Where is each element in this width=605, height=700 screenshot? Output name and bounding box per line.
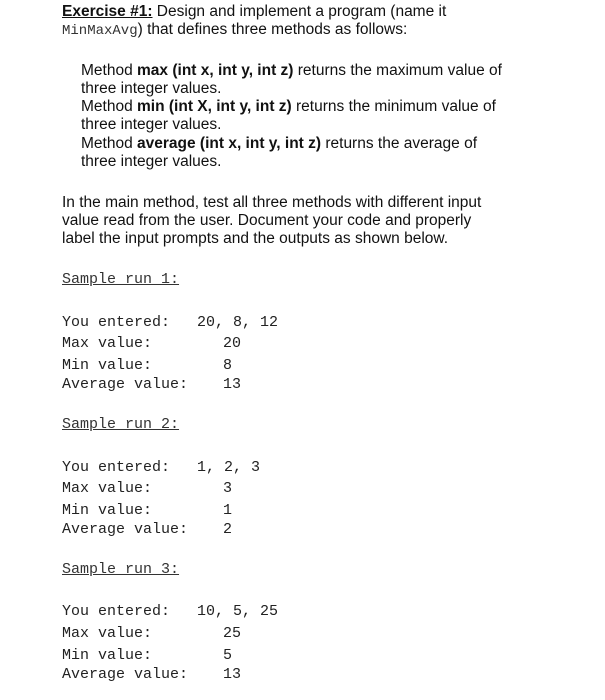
exercise-heading xyxy=(62,3,446,21)
method-min-signature: min (int X, int y, int z) xyxy=(137,98,292,115)
method-max-line-2: three integer values. xyxy=(81,80,222,97)
avg-value: 13 xyxy=(223,666,242,683)
method-prefix: Method xyxy=(81,98,138,115)
method-prefix: Method xyxy=(81,62,138,79)
entered-value: 20, 8, 12 xyxy=(197,314,279,331)
method-max-line-1 xyxy=(81,62,502,80)
min-label: Min value: xyxy=(62,357,153,374)
max-label: Max value: xyxy=(62,625,153,642)
method-max-desc: returns the maximum value of xyxy=(293,62,502,79)
method-max-signature: max (int x, int y, int z) xyxy=(137,62,294,79)
method-average-line-2: three integer values. xyxy=(81,153,222,170)
entered-label: You entered: xyxy=(62,314,171,331)
main-text-line-2: value read from the user. Document your code and properly xyxy=(62,212,472,229)
avg-value: 13 xyxy=(223,376,242,393)
entered-value: 10, 5, 25 xyxy=(197,603,279,620)
method-prefix: Method xyxy=(81,135,138,152)
min-value: 8 xyxy=(223,357,233,374)
sample-run-label: Sample run 2: xyxy=(62,416,180,433)
exercise-intro-line-2 xyxy=(62,21,407,40)
main-text-line-3: label the input prompts and the outputs as shown below. xyxy=(62,230,449,247)
entered-label: You entered: xyxy=(62,459,171,476)
sample-run-label: Sample run 3: xyxy=(62,561,180,578)
avg-value: 2 xyxy=(223,521,233,538)
avg-label: Average value: xyxy=(62,376,189,393)
sample-run-label: Sample run 1: xyxy=(62,271,180,288)
max-label: Max value: xyxy=(62,480,153,497)
method-min-line-1 xyxy=(81,98,496,116)
max-value: 20 xyxy=(223,335,242,352)
method-min-desc: returns the minimum value of xyxy=(291,98,496,115)
method-average-line-1 xyxy=(81,135,477,153)
method-min-line-2: three integer values. xyxy=(81,116,222,133)
exercise-intro-1: Design and implement a program (name it xyxy=(152,3,447,20)
program-name: MinMaxAvg xyxy=(62,23,138,39)
max-label: Max value: xyxy=(62,335,153,352)
max-value: 25 xyxy=(223,625,242,642)
main-text-line-1: In the main method, test all three methods with different input xyxy=(62,194,482,211)
min-label: Min value: xyxy=(62,502,153,519)
max-value: 3 xyxy=(223,480,233,497)
avg-label: Average value: xyxy=(62,666,189,683)
min-value: 5 xyxy=(223,647,233,664)
method-average-signature: average (int x, int y, int z) xyxy=(137,135,322,152)
entered-label: You entered: xyxy=(62,603,171,620)
min-value: 1 xyxy=(223,502,233,519)
entered-value: 1, 2, 3 xyxy=(197,459,261,476)
exercise-intro-2: ) that defines three methods as follows: xyxy=(137,21,408,38)
min-label: Min value: xyxy=(62,647,153,664)
exercise-label: Exercise #1: xyxy=(62,3,153,20)
avg-label: Average value: xyxy=(62,521,189,538)
method-average-desc: returns the average of xyxy=(321,135,478,152)
